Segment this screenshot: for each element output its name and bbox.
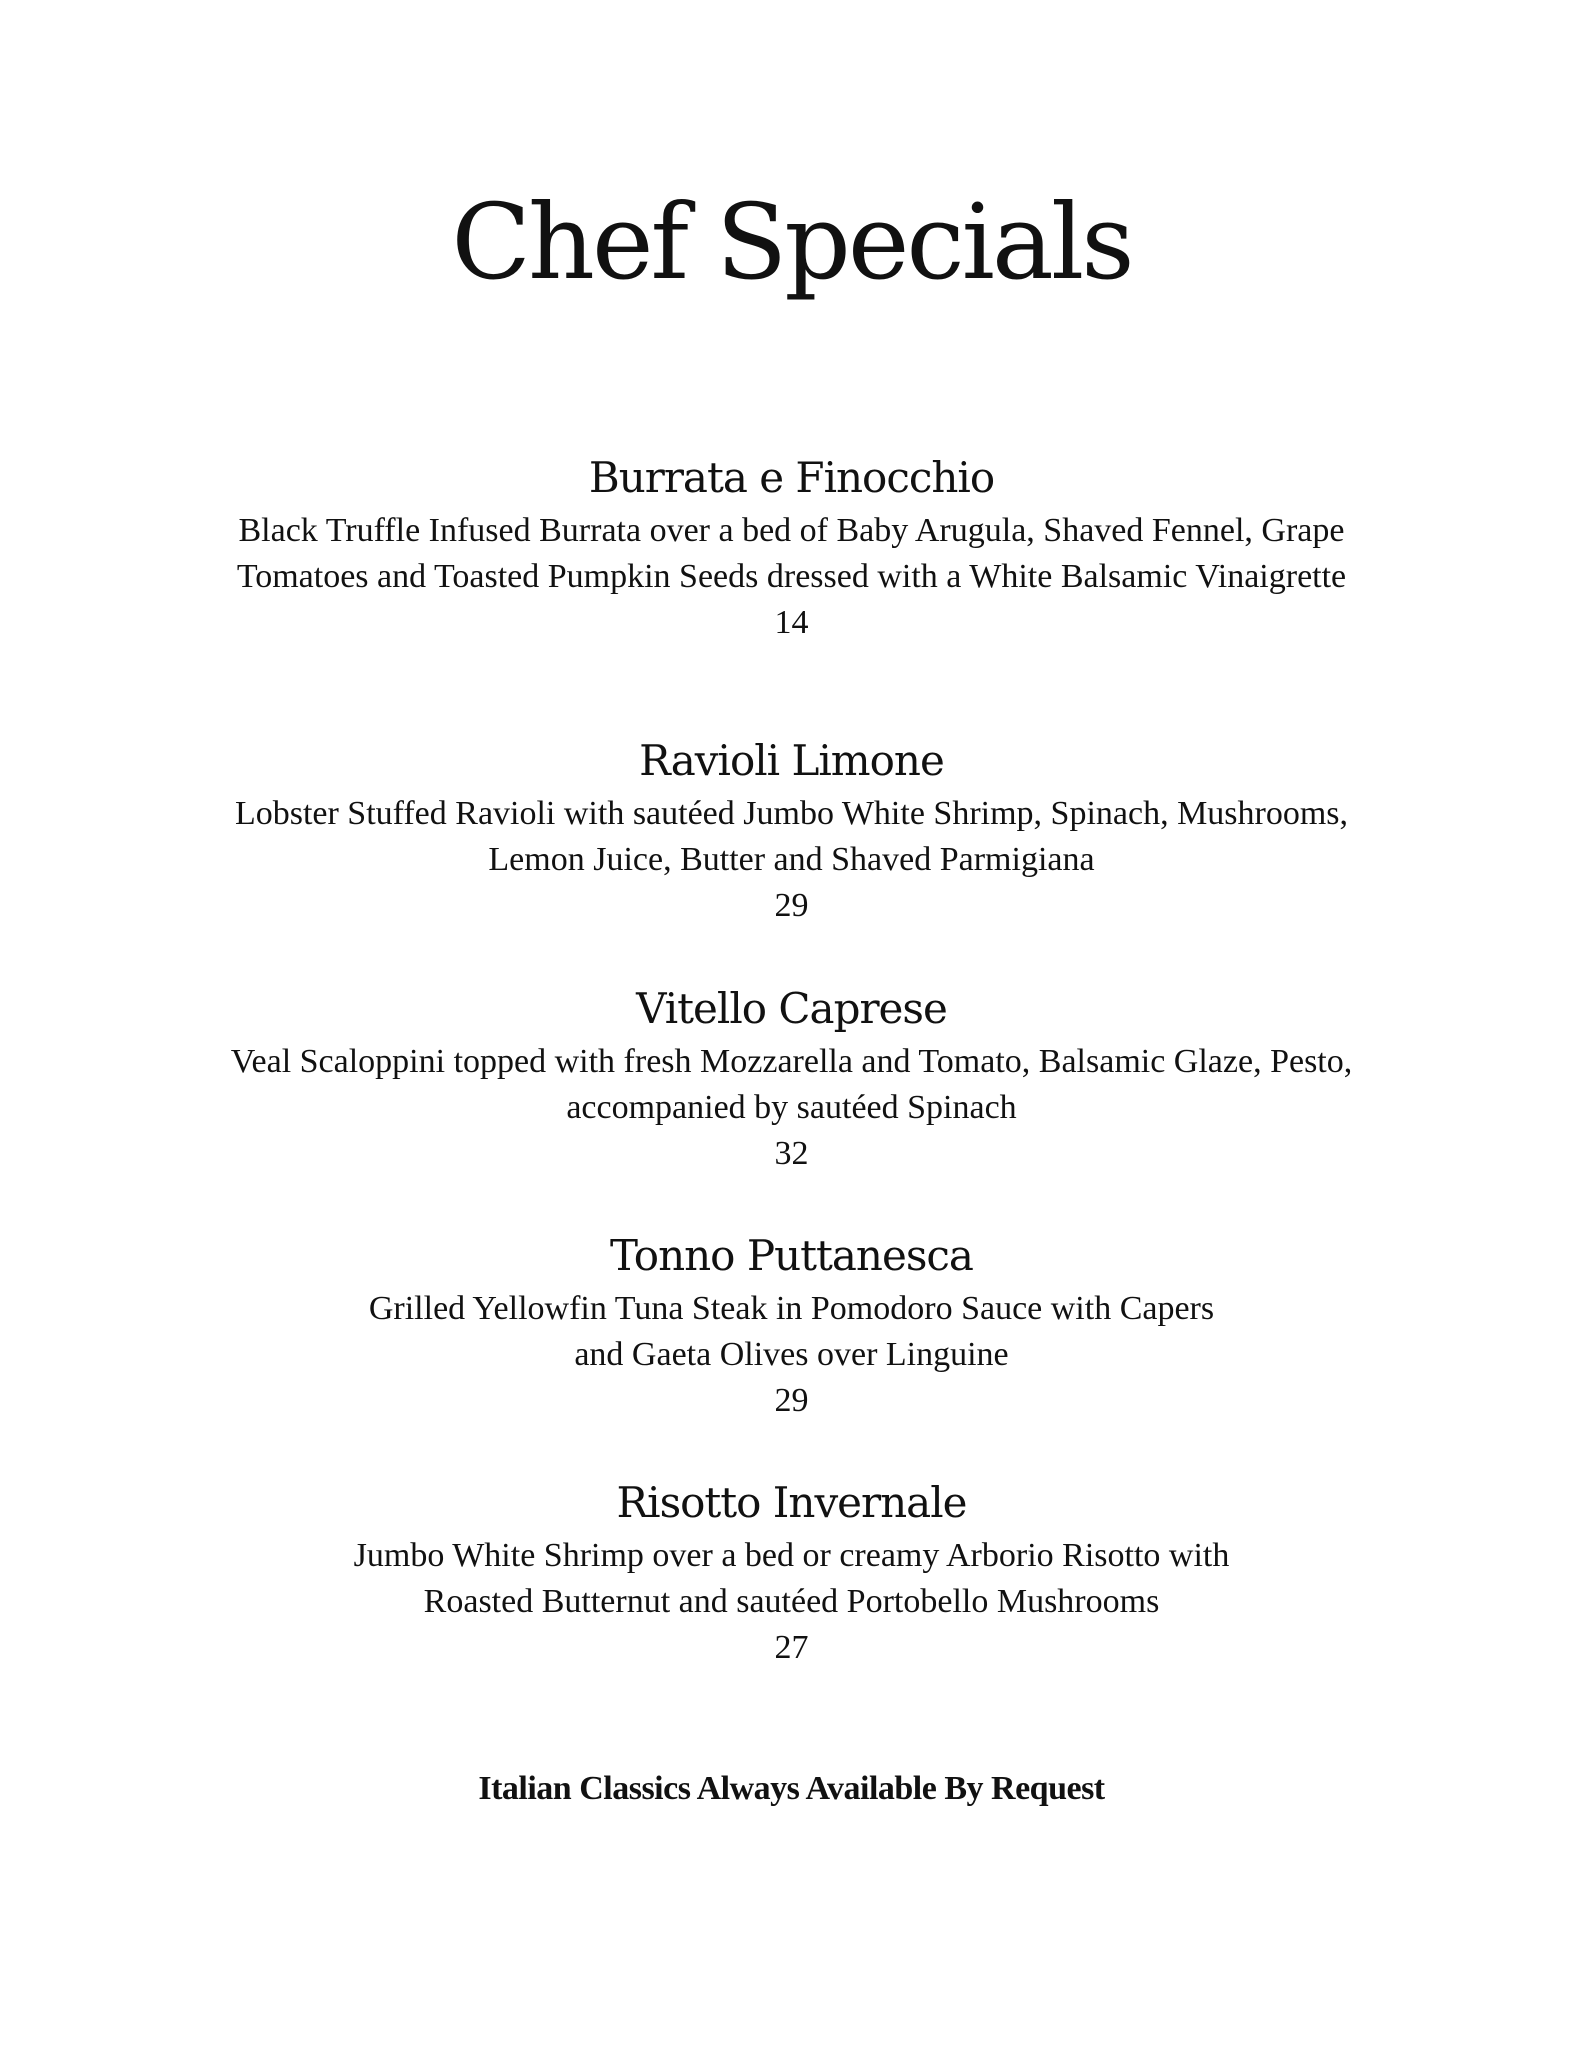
menu-item-burrata (150, 452, 1433, 646)
menu-item-tonno (150, 1230, 1433, 1424)
dish-description-line: Grilled Yellowfin Tuna Steak in Pomodoro Sauce with Capers (368, 1290, 1215, 1327)
dish-name: Ravioli Limone (639, 736, 944, 785)
dish-description-line: Lemon Juice, Butter and Shaved Parmigiana (488, 841, 1095, 878)
menu-item-ravioli (150, 735, 1433, 929)
dish-price: 29 (774, 887, 809, 924)
menu-item-risotto (150, 1477, 1433, 1671)
dish-description-line: accompanied by sautéed Spinach (566, 1089, 1017, 1126)
menu-item-vitello (150, 983, 1433, 1177)
dish-price: 27 (774, 1629, 809, 1666)
dish-name: Burrata e Finocchio (588, 453, 995, 502)
dish-name: Risotto Invernale (616, 1478, 967, 1527)
dish-description-line: Roasted Butternut and sautéed Portobello Mushrooms (423, 1583, 1160, 1620)
menu-footer-note: Italian Classics Always Available By Request (478, 1770, 1105, 1807)
menu-title: Chef Specials (451, 181, 1132, 303)
dish-description-line: and Gaeta Olives over Linguine (574, 1336, 1009, 1373)
dish-description-line: Tomatoes and Toasted Pumpkin Seeds dressed with a White Balsamic Vinaigrette (236, 558, 1347, 595)
dish-price: 29 (774, 1382, 809, 1419)
dish-description-line: Jumbo White Shrimp over a bed or creamy Arborio Risotto with (353, 1537, 1230, 1574)
dish-description-line: Veal Scaloppini topped with fresh Mozzarella and Tomato, Balsamic Glaze, Pesto, (230, 1043, 1353, 1080)
dish-description-line: Black Truffle Infused Burrata over a bed of Baby Arugula, Shaved Fennel, Grape (238, 512, 1345, 549)
dish-name: Vitello Caprese (636, 984, 947, 1033)
dish-price: 32 (774, 1135, 809, 1172)
dish-description-line: Lobster Stuffed Ravioli with sautéed Jumbo White Shrimp, Spinach, Mushrooms, (234, 795, 1349, 832)
dish-name: Tonno Puttanesca (610, 1231, 973, 1280)
dish-price: 14 (774, 604, 809, 641)
